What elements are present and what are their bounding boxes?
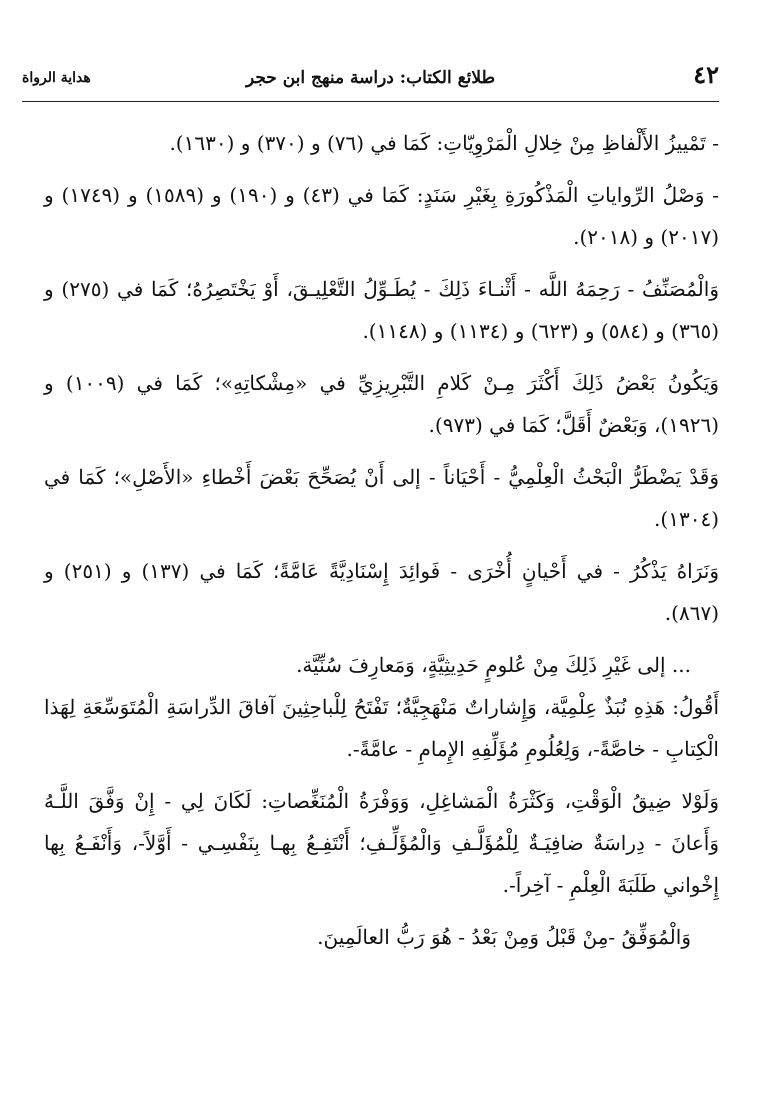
paragraph-closing: وَالْمُوَفِّقُ -مِنْ قَبْلُ وَمِنْ بَعْدُ - هُوَ رَبُّ العالَمِينَ. [317, 925, 691, 949]
paragraph-time-constraints: وَلَوْلا ضِيقُ الْوَقْتِ، وَكَثْرَةُ الْمَشاغِلِ، وَوَفْرَةُ الْمُنَغِّصاتِ: لَكَانَ لِي - إِنْ وَفَّقَ اللَّـهُ وَأَعانَ - دِراسَةٌ ضافِيَـةٌ لِلْمُؤَلَّـفِ وَالْمُؤَلِّـفِ؛ أَنْتَفِـعُ بِهـا بِنَفْسِـي - أَوَّلاً-، وَأَنْفَـعُ بِها إِخْواني طَلَبَةَ الْعِلْمِ - آخِراً-. [44, 789, 719, 897]
paragraph-methodological-notes: أَقُولُ: هَذِهِ نُبَذٌ عِلْمِيَّة، وَإِشاراتٌ مَنْهَجِيَّةٌ؛ تَفْتَحُ لِلْباحِثِينَ آفاقَ الدِّراسَةِ الْمُتَوَسِّعَةِ لِهَذا الْكِتابِ - خاصَّةً-، وَلِعُلُومِ مُؤَلِّفِهِ الإِمامِ - عامَّةً-. [44, 695, 720, 761]
paragraph-tabrizi-comparison: وَيَكُونُ بَعْضُ ذَلِكَ أَكْثَرَ مِـنْ كَلامِ التَّبْرِيزِيِّ في «مِشْكاتِهِ»؛ كَمَا في (١٠٠٩) و (١٩٢٦)، وَبَعْضٌ أَقَلَّ؛ كَمَا في (٩٧٣). [44, 371, 719, 437]
paragraph-other-sciences: ... إلى غَيْرِ ذَلِكَ مِنْ عُلومٍ حَدِيثِيَّةٍ، وَمَعارِفَ سُنِّيَّة. [296, 653, 691, 677]
header-divider [22, 101, 719, 102]
paragraph-word-distinction: - تَمْييزُ الأَلْفاظِ مِنْ خِلالِ الْمَرْوِيّاتِ: كَمَا في (٧٦) و (٣٧٠) و (١٦٣٠). [169, 131, 719, 155]
page-number: ٤٢ [693, 60, 719, 89]
running-title: طلائع الكتاب: دراسة منهج ابن حجر [245, 68, 496, 88]
paragraph-isnad-benefits: وَنَرَاهُ يَذْكُرُ - في أَحْيانٍ أُخْرَى - فَوائِدَ إِسْنَادِيَّةً عَامَّةً؛ كَمَا في (١٣٧) و (٢٥١) و (٨٦٧). [44, 559, 719, 625]
page-header [22, 58, 719, 102]
paragraph-connecting-narrations: - وَصْلُ الرِّواياتِ الْمَذْكُورَةِ بِغَيْرِ سَنَدٍ: كَمَا في (٤٣) و (١٩٠) و (١٥٨٩) و (١٧٤٩) و (٢٠١٧) و (٢٠١٨). [44, 183, 719, 249]
paragraph-correcting-errors: وَقَدْ يَضْطَرُّ الْبَحْثُ الْعِلْمِيُّ - أَحْيَاناً - إلى أَنْ يُصَحِّحَ بَعْضَ أَخْطاءِ «الأَصْلِ»؛ كَمَا في (١٣٠٤). [44, 465, 719, 531]
page-body [44, 122, 719, 968]
paragraph-author-commentary: وَالْمُصَنِّفُ - رَحِمَهُ اللَّه - أَثْنـاءَ ذَلِكَ - يُطَـوِّلُ التَّعْلِيـقَ، أَوْ يَخْتَصِرُهُ؛ كَمَا في (٢٧٥) و (٣٦٥) و (٥٨٤) و (٦٢٣) و (١١٣٤) و (١١٤٨). [44, 277, 719, 343]
book-title: هداية الرواة [22, 70, 91, 86]
